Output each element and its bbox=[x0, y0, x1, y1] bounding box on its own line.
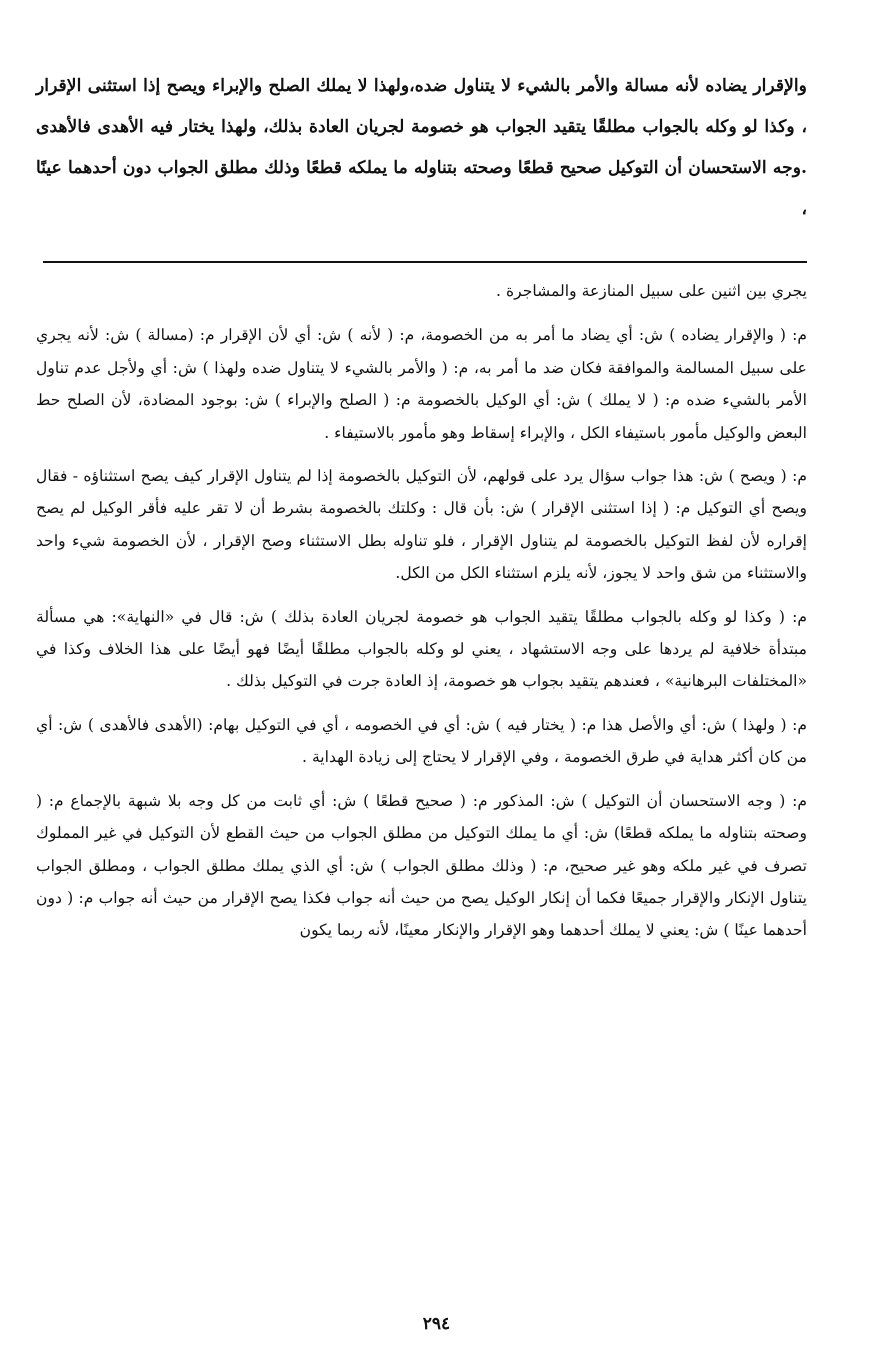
commentary-paragraph: م: ( وكذا لو وكله بالجواب مطلقًا يتقيد الجواب هو خصومة لجريان العادة بذلك ) ش: قال في «النهاية»: هي مسألة مبتدأة خلافية لم يردها على وجه الاستشهاد ، يعني لو وكله بالجواب مطلقًا أيضًا فهو أيضًا على هذا الخلاف وكذا في «المختلفات البرهانية» ، فعندهم يتقيد بجواب هو خصومة، إذ العادة جرت في التوكيل بذلك . bbox=[36, 607, 807, 691]
commentary-paragraph: م: ( وجه الاستحسان أن التوكيل ) ش: المذكور م: ( صحيح قطعًا ) ش: أي ثابت من كل وجه بلا شبهة بالإجماع م: ( وصحته بتناوله ما يملكه قطعًا) ش: أي ما يملك التوكيل من مطلق الجواب من حيث القطع لأن التوكيل في غير المملوك تصرف في غير ملكه وهو غير صحيح، م: ( وذلك مطلق الجواب ) ش: أي الذي يملك مطلق الجواب ، ومطلق الجواب يتناول الإنكار والإقرار جميعًا فكما أن إنكار الوكيل يصح من حيث أنه جواب فكذا يصح الإقرار من حيث أنه جواب م: ( دون أحدهما عينًا ) ش: يعني لا يملك أحدهما وهو الإقرار والإنكار معينًا، لأنه ربما يكون bbox=[36, 791, 807, 940]
commentary-block bbox=[36, 275, 807, 958]
commentary-paragraph: م: ( ويصح ) ش: هذا جواب سؤال يرد على قولهم، لأن التوكيل بالخصومة إذا لم يتناول الإقرار كيف يصح استثناؤه - فقال ويصح أي التوكيل م: ( إذا استثنى الإقرار ) ش: بأن قال : وكلتك بالخصومة بشرط أن لا تقر عليه فأقر الوكيل لم يصح إقراره لأن لفظ التوكيل بالخصومة لم يتناول الإقرار ، فلو تناوله بطل الاستثناء وصح الإقرار ، لأن الخصومة شيء واحد والاستثناء من شق واحد لا يجوز، لأنه يلزم استثناء الكل من الكل. bbox=[36, 467, 807, 583]
page-number: ٢٩٤ bbox=[422, 1314, 451, 1334]
commentary-paragraph: م: ( والإقرار يضاده ) ش: أي يضاد ما أمر به من الخصومة، م: ( لأنه ) ش: أي لأن الإقرار م: (مسالة ) ش: لأنه يجري على سبيل المسالمة والموافقة فكان ضد ما أمر به، م: ( والأمر بالشيء لا يتناول ضده ولهذا ) ش: أي ولأجل عدم تناول الأمر بالشيء ضده م: ( لا يملك ) ش: أي الوكيل بالخصومة م: ( الصلح والإبراء ) ش: بوجود المضادة، لأن الصلح حط البعض والوكيل مأمور باستيفاء الكل ، والإبراء إسقاط وهو مأمور بالاستيفاء . bbox=[36, 326, 807, 442]
footnote-separator-line bbox=[43, 261, 807, 263]
commentary-paragraph: م: ( ولهذا ) ش: أي والأصل هذا م: ( يختار فيه ) ش: أي في الخصومه ، أي في التوكيل بهام: (الأهدى فالأهدى ) ش: أي من كان أكثر هداية في طرق الخصومة ، وفي الإقرار لا يحتاج إلى زيادة الهداية . bbox=[36, 715, 807, 767]
commentary-continuation: يجري بين اثنين على سبيل المنازعة والمشاجرة . bbox=[496, 282, 807, 300]
main-text-block bbox=[36, 66, 807, 230]
main-text-paragraph: والإقرار يضاده لأنه مسالة والأمر بالشيء لا يتناول ضده،ولهذا لا يملك الصلح والإبراء ويصح إذا استثنى الإقرار ، وكذا لو وكله بالجواب مطلقًا يتقيد الجواب هو خصومة لجريان العادة بذلك، ولهذا يختار فيه الأهدى فالأهدى .وجه الاستحسان أن التوكيل صحيح قطعًا وصحته بتناوله ما يملكه قطعًا وذلك مطلق الجواب دون أحدهما عينًا ، bbox=[36, 76, 807, 219]
